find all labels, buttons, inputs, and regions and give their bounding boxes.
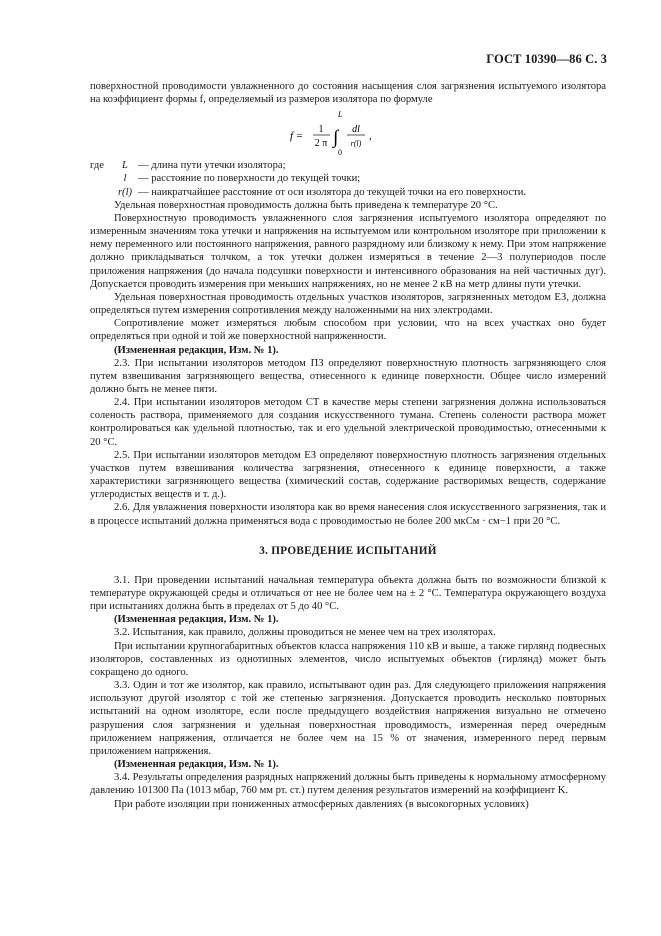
clause-2-5: 2.5. При испытании изоляторов методом ЕЗ определяют поверхностную плотность загрязнения отдельных участков путем взвешивания количества загрязнения, отнесенного к единице поверхности, а также характеристики загрязняющего вещества (химический состав, содержание растворимых веществ, содержание углеродистых веществ и т. д.). <box>90 449 606 501</box>
formula-int-num: dl <box>352 124 360 136</box>
definition-row <box>90 172 606 185</box>
paragraph: Сопротивление может измеряться любым способом при условии, что на всех участках оно будет определяться при одной и той же поверхностной напряженности. <box>90 318 606 343</box>
integral-sign: ∫ <box>333 127 339 149</box>
clause-3-4: 3.4. Результаты определения разрядных напряжений должны быть приведены к нормальному атмосферному давлению 101300 Па (1013 мбар, 760 мм рт. ст.) путем деления результатов измерений на коэффициент K. <box>90 772 606 797</box>
formula-graphic <box>290 108 470 158</box>
clause-2-3: 2.3. При испытании изоляторов методом ПЗ определяют поверхностную плотность загрязняющего слоя путем взвешивания загрязняющего вещества, отнесенного к единице поверхности. Общее число измерений должно быть не менее пяти. <box>90 357 606 395</box>
definition-symbol: r(l) <box>117 186 133 198</box>
clause-2-4: 2.4. При испытании изоляторов методом СТ в качестве меры степени загрязнения должна использоваться соленость раствора, применяемого для создания искусственного тумана. Степень солености раствора может контролироваться как удельной плотностью, так и его удельной электрической проводимостью, отнесенными к 20 °С. <box>90 397 606 448</box>
intro-paragraph: поверхностной проводимости увлажненного до состояния насыщения слоя загрязнения испытуемого изолятора на коэффициент формы f, определяемый из размеров изолятора по формуле <box>90 81 606 106</box>
formula-frac-num: 1 <box>318 124 324 136</box>
document-body <box>90 80 606 811</box>
shape-factor-formula <box>90 108 606 158</box>
definition-symbol: L <box>122 160 128 172</box>
definition-symbol: l <box>123 173 127 185</box>
definition-text: — длина пути утечки изолятора; <box>138 160 286 172</box>
formula-tail: , <box>369 130 372 143</box>
definition-text: — наикратчайшее расстояние от оси изолятора до текущей точки на его поверхности. <box>138 186 527 198</box>
paragraph: При работе изоляции при пониженных атмосферных давлениях (в высокогорных условиях) <box>114 798 529 810</box>
page-header: ГОСТ 10390—86 С. 3 <box>486 52 607 66</box>
section-heading: 3. ПРОВЕДЕНИЕ ИСПЫТАНИЙ <box>259 544 437 557</box>
where-label: где <box>90 160 104 172</box>
paragraph: Удельная поверхностная проводимость должна быть приведена к температуре 20 °С. <box>114 199 498 211</box>
formula-int-den: r(l) <box>350 139 362 149</box>
amendment-note: (Измененная редакция, Изм. № 1). <box>114 344 279 356</box>
amendment-note: (Измененная редакция, Изм. № 1). <box>114 759 279 771</box>
formula-lower-limit: 0 <box>338 148 342 158</box>
definition-row <box>90 186 606 199</box>
paragraph: Удельная поверхностная проводимость отдельных участков изоляторов, загрязненных методом ЕЗ, должна определяться путем измерения сопротивления между наложенными на них электродами. <box>90 291 606 317</box>
formula-frac-den: 2 π <box>314 138 328 150</box>
clause-3-1: 3.1. При проведении испытаний начальная температура объекта должна быть по возможности близкой к температуре окружающей среды и отличаться от нее не более чем на ± 2 °С. Температура окружающего воздуха при испытаниях должна быть в пределах от 5 до 40 °С. <box>90 574 606 613</box>
clause-3-3: 3.3. Один и тот же изолятор, как правило, испытывают один раз. Для следующего приложения напряжения используют другой изолятор с той же степенью загрязнения. Допускается проводить несколько повторных испытаний на одном изоляторе, если после предыдущего воздействия напряжения визуально не отмечено разрушения слоя загрязнения и удельная поверхностная проводимость, измеренная перед очередным приложением напряжения, отличается не более чем на 15 % от значения, измеренного перед первым приложением напряжения. <box>90 680 606 757</box>
symbol-definitions <box>90 159 606 198</box>
clause-3-2: 3.2. Испытания, как правило, должны проводиться не менее чем на трех изоляторах. <box>114 627 496 639</box>
clause-2-6: 2.6. Для увлажнения поверхности изолятора как во время нанесения слоя искусственного загрязнения, так и в процессе испытаний должна применяться вода с проводимостью не более 200 мкСм · см−1 при 20 °С. <box>90 502 606 527</box>
definition-text: — расстояние по поверхности до текущей точки; <box>138 173 361 185</box>
formula-upper-limit: L <box>338 110 343 120</box>
definition-row <box>90 159 606 172</box>
paragraph: При испытании крупногабаритных объектов класса напряжения 110 кВ и выше, а также гирлянд подвесных изоляторов, составленных из однотипных элементов, число испытуемых объектов (гирлянд) может быть сокращено до одного. <box>90 640 606 678</box>
amendment-note: (Измененная редакция, Изм. № 1). <box>114 614 279 626</box>
formula-lhs: f = <box>290 130 304 143</box>
paragraph: Поверхностную проводимость увлажненного слоя загрязнения испытуемого изолятора определяют по измеренным значениям тока утечки и напряжения на испытуемом или контрольном изоляторе при приложении к нему переменного или постоянного напряжения, равного разрядному или близкому к нему. При этом напряжение должно прикладываться толчком, а ток утечки должен измеряться в течение 2—3 полупериодов после приложения напряжения (до начала подсушки поверхности и интенсивного образования на ней частичных дуг). Допускается проводить измерения при меньших напряжениях, но не менее 2 кВ на метр длины пути утечки. <box>90 212 606 290</box>
